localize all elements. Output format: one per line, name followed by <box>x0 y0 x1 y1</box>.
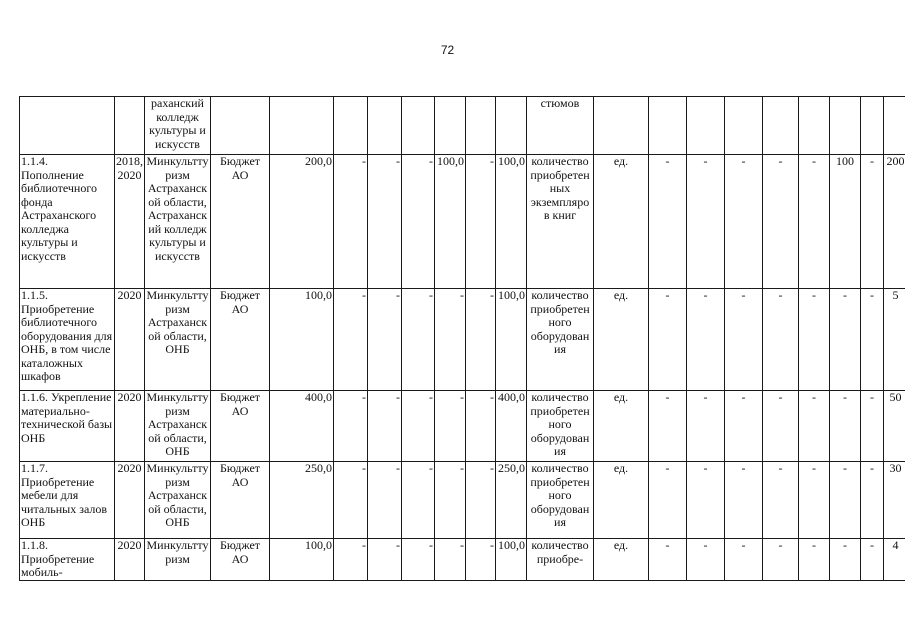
indicator-value-cell <box>861 97 884 155</box>
indicator-value-cell: - <box>830 462 861 539</box>
year-amount-cell: - <box>466 462 496 539</box>
indicator-value-cell: 50 <box>884 391 905 462</box>
year-amount-cell: - <box>334 155 368 289</box>
indicator-value-cell: - <box>649 289 687 391</box>
indicator-value-cell: - <box>861 462 884 539</box>
indicator-value-cell: - <box>830 539 861 581</box>
indicator-value-cell: - <box>763 289 799 391</box>
indicator-value-cell: - <box>799 155 830 289</box>
measure-name-cell <box>20 97 115 155</box>
indicator-value-cell: - <box>861 155 884 289</box>
table-row <box>20 391 905 462</box>
unit-cell: ед. <box>594 289 649 391</box>
year-amount-cell: - <box>334 391 368 462</box>
table-row <box>20 289 905 391</box>
indicator-value-cell: 5 <box>884 289 905 391</box>
indicator-value-cell: - <box>687 391 725 462</box>
indicator-cell: количество приобретенного оборудования <box>527 462 594 539</box>
total-amount-cell: 250,0 <box>270 462 334 539</box>
executor-cell: Минкульттуризм Астраханской области, ОНБ <box>145 391 211 462</box>
unit-cell: ед. <box>594 462 649 539</box>
year-amount-cell: - <box>334 462 368 539</box>
indicator-value-cell <box>799 97 830 155</box>
year-amount-cell: 100,0 <box>496 155 527 289</box>
indicator-cell: стюмов <box>527 97 594 155</box>
table-row <box>20 155 905 289</box>
executor-cell: Минкульттуризм Астраханской области, ОНБ <box>145 462 211 539</box>
total-amount-cell: 400,0 <box>270 391 334 462</box>
year-amount-cell: 100,0 <box>496 539 527 581</box>
year-cell: 2020 <box>115 539 145 581</box>
indicator-value-cell: 200 <box>884 155 905 289</box>
year-amount-cell: - <box>466 391 496 462</box>
year-cell: 2020 <box>115 462 145 539</box>
indicator-value-cell <box>830 97 861 155</box>
indicator-value-cell: - <box>649 462 687 539</box>
year-amount-cell: - <box>368 155 402 289</box>
year-amount-cell: - <box>466 289 496 391</box>
year-amount-cell: - <box>334 289 368 391</box>
year-amount-cell: - <box>368 539 402 581</box>
page-number: 72 <box>440 43 455 57</box>
indicator-value-cell <box>884 97 905 155</box>
measure-name-cell: 1.1.7. Приобретение мебели для читальных залов ОНБ <box>20 462 115 539</box>
executor-cell: Минкульттуризм <box>145 539 211 581</box>
year-cell <box>115 97 145 155</box>
year-amount-cell: - <box>368 289 402 391</box>
year-amount-cell: - <box>435 391 466 462</box>
unit-cell: ед. <box>594 391 649 462</box>
indicator-value-cell: 30 <box>884 462 905 539</box>
indicator-value-cell <box>687 97 725 155</box>
year-amount-cell <box>435 97 466 155</box>
year-amount-cell: - <box>435 539 466 581</box>
indicator-value-cell <box>649 97 687 155</box>
indicator-value-cell: - <box>725 462 763 539</box>
indicator-value-cell: - <box>830 289 861 391</box>
program-table <box>19 96 905 581</box>
year-amount-cell <box>466 97 496 155</box>
indicator-cell: количество приобретенного оборудования <box>527 391 594 462</box>
indicator-value-cell: - <box>687 289 725 391</box>
indicator-value-cell: - <box>799 539 830 581</box>
indicator-value-cell <box>725 97 763 155</box>
indicator-value-cell: - <box>830 391 861 462</box>
indicator-value-cell: 4 <box>884 539 905 581</box>
measure-name-cell: 1.1.4. Пополнение библиотечного фонда Астраханского колледжа культуры и искусств <box>20 155 115 289</box>
measure-name-cell: 1.1.8. Приобретение мобиль- <box>20 539 115 581</box>
table-row <box>20 539 905 581</box>
indicator-value-cell: - <box>687 462 725 539</box>
indicator-cell: количество приобре- <box>527 539 594 581</box>
total-amount-cell: 100,0 <box>270 289 334 391</box>
year-amount-cell: 100,0 <box>435 155 466 289</box>
measure-name-cell: 1.1.5. Приобретение библиотечного оборудования для ОНБ, в том числе каталожных шкафов <box>20 289 115 391</box>
year-amount-cell: - <box>368 391 402 462</box>
indicator-value-cell: - <box>687 539 725 581</box>
year-amount-cell: - <box>402 391 435 462</box>
year-amount-cell <box>368 97 402 155</box>
year-amount-cell: - <box>402 155 435 289</box>
measure-name-cell: 1.1.6. Укрепление материально-технической базы ОНБ <box>20 391 115 462</box>
indicator-value-cell: - <box>725 155 763 289</box>
indicator-value-cell: - <box>861 289 884 391</box>
year-amount-cell: - <box>334 539 368 581</box>
unit-cell: ед. <box>594 539 649 581</box>
year-amount-cell: - <box>402 539 435 581</box>
year-amount-cell: - <box>435 289 466 391</box>
funding-source-cell <box>211 97 270 155</box>
indicator-value-cell: - <box>687 155 725 289</box>
year-amount-cell <box>334 97 368 155</box>
executor-cell: раханский колледж культуры и искусств <box>145 97 211 155</box>
year-amount-cell: 250,0 <box>496 462 527 539</box>
table-row <box>20 97 905 155</box>
table-row <box>20 462 905 539</box>
year-cell: 2020 <box>115 289 145 391</box>
year-amount-cell: - <box>466 539 496 581</box>
funding-source-cell: Бюджет АО <box>211 289 270 391</box>
funding-source-cell: Бюджет АО <box>211 391 270 462</box>
year-amount-cell: - <box>402 289 435 391</box>
year-cell: 2018, 2020 <box>115 155 145 289</box>
indicator-value-cell: - <box>799 391 830 462</box>
indicator-value-cell: - <box>861 539 884 581</box>
year-amount-cell: - <box>402 462 435 539</box>
funding-source-cell: Бюджет АО <box>211 155 270 289</box>
year-amount-cell <box>402 97 435 155</box>
year-amount-cell <box>496 97 527 155</box>
year-amount-cell: 400,0 <box>496 391 527 462</box>
indicator-value-cell: - <box>649 391 687 462</box>
indicator-value-cell: - <box>763 539 799 581</box>
indicator-cell: количество приобретенных экземпляров книг <box>527 155 594 289</box>
unit-cell: ед. <box>594 155 649 289</box>
indicator-value-cell: - <box>649 539 687 581</box>
indicator-value-cell: - <box>763 391 799 462</box>
executor-cell: Минкульттуризм Астраханской области, ОНБ <box>145 289 211 391</box>
indicator-value-cell: - <box>725 391 763 462</box>
indicator-value-cell: - <box>763 155 799 289</box>
year-amount-cell: - <box>435 462 466 539</box>
indicator-value-cell: - <box>799 289 830 391</box>
indicator-value-cell: - <box>799 462 830 539</box>
indicator-value-cell: - <box>649 155 687 289</box>
indicator-value-cell <box>763 97 799 155</box>
funding-source-cell: Бюджет АО <box>211 539 270 581</box>
total-amount-cell: 100,0 <box>270 539 334 581</box>
total-amount-cell <box>270 97 334 155</box>
indicator-cell: количество приобретенного оборудования <box>527 289 594 391</box>
year-amount-cell: 100,0 <box>496 289 527 391</box>
year-amount-cell: - <box>368 462 402 539</box>
indicator-value-cell: - <box>725 289 763 391</box>
indicator-value-cell: - <box>861 391 884 462</box>
unit-cell <box>594 97 649 155</box>
executor-cell: Минкульттуризм Астраханской области, Астраханский колледж культуры и искусств <box>145 155 211 289</box>
funding-source-cell: Бюджет АО <box>211 462 270 539</box>
year-cell: 2020 <box>115 391 145 462</box>
indicator-value-cell: - <box>725 539 763 581</box>
indicator-value-cell: 100 <box>830 155 861 289</box>
indicator-value-cell: - <box>763 462 799 539</box>
total-amount-cell: 200,0 <box>270 155 334 289</box>
year-amount-cell: - <box>466 155 496 289</box>
